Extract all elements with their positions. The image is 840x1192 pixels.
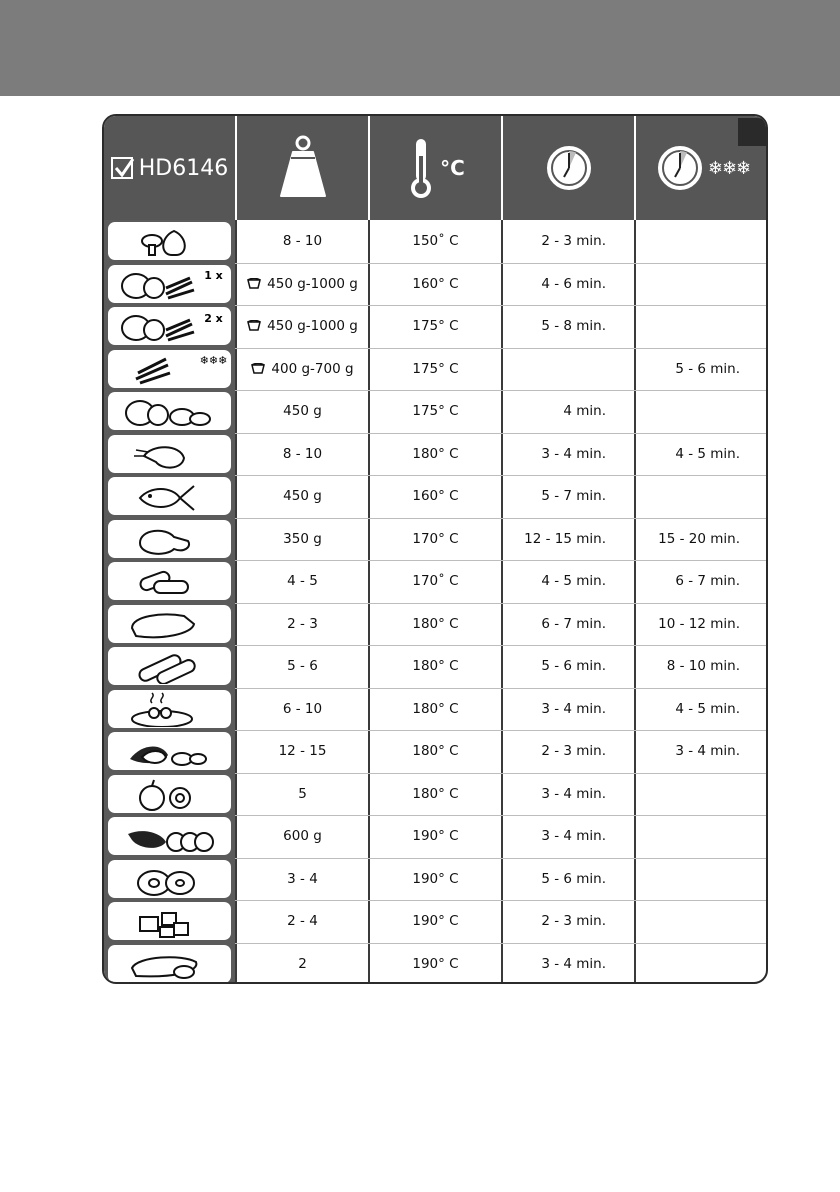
time-cell (503, 305, 634, 347)
time-cell-text: 3 - 4 min. (541, 955, 606, 972)
table-row (104, 348, 768, 390)
time-cell-text: 5 - 7 min. (541, 488, 606, 504)
mushroom-onion-icon (122, 223, 218, 259)
temperature-cell (370, 730, 501, 772)
quantity-cell (237, 815, 368, 857)
frozen-time-cell (636, 688, 768, 730)
quantity-cell (237, 560, 368, 602)
time-cell (503, 773, 634, 815)
quantity-cell-text: 4 - 5 (287, 573, 318, 589)
time-cell (503, 730, 634, 772)
temperature-cell-text: 175° C (412, 318, 459, 334)
weight-header (237, 116, 368, 220)
table-row (104, 688, 768, 730)
temperature-cell-text: 180° C (412, 615, 459, 632)
table-row (104, 475, 768, 517)
quantity-cell-text: 450 g (283, 403, 322, 419)
spring-roll-icon (122, 648, 218, 684)
temperature-cell (370, 475, 501, 517)
time-cell (503, 390, 634, 432)
time-cell-text: 2 - 3 min. (541, 743, 606, 759)
quantity-cell (237, 603, 368, 645)
frozen-time-cell-text: 4 - 5 min. (675, 445, 740, 462)
temperature-cell-text: 180° C (412, 445, 459, 462)
clock-icon (656, 144, 704, 192)
temperature-cell (370, 433, 501, 475)
quantity-cell (237, 263, 368, 305)
time-cell-text: 4 - 6 min. (541, 275, 606, 292)
time-cell-text: 3 - 4 min. (541, 785, 606, 802)
food-cell (108, 265, 231, 303)
eggplant-slices-icon (122, 818, 218, 854)
food-cell (108, 902, 231, 940)
time-cell-text: 5 - 6 min. (541, 658, 606, 674)
time-cell-text: 5 - 8 min. (541, 318, 606, 334)
temperature-cell (370, 603, 501, 645)
apple-rings-icon (122, 776, 218, 812)
table-row (104, 900, 768, 942)
temperature-header (370, 116, 501, 220)
quantity-cell-text: 450 g-1000 g (267, 275, 358, 292)
table-row (104, 390, 768, 432)
corner-badge (738, 118, 768, 146)
time-cell-text: 5 - 6 min. (541, 870, 606, 887)
temperature-cell (370, 645, 501, 687)
frozen-time-cell-text: 15 - 20 min. (658, 530, 740, 547)
frozen-time-cell (636, 390, 768, 432)
temp-unit: °C (440, 156, 465, 180)
snowflake-icon: ❄❄❄ (707, 157, 751, 179)
time-cell (503, 688, 634, 730)
time-cell-text: 3 - 4 min. (541, 828, 606, 844)
table-row (104, 433, 768, 475)
temperature-cell-text: 170° C (412, 530, 459, 547)
quantity-cell (237, 943, 368, 985)
basket-icon (247, 278, 261, 290)
quantity-cell-text: 8 - 10 (282, 233, 323, 249)
time-cell-text: 2 - 3 min. (541, 233, 606, 249)
frozen-time-cell-text: 8 - 10 min. (666, 658, 740, 674)
temperature-cell-text: 160° C (412, 488, 459, 504)
quantity-cell (237, 390, 368, 432)
clock-icon (545, 144, 593, 192)
frozen-time-cell (636, 560, 768, 602)
frozen-time-cell-text: 4 - 5 min. (675, 700, 740, 717)
frozen-time-cell (636, 730, 768, 772)
frozen-time-cell-text: 3 - 4 min. (675, 743, 740, 759)
temperature-cell (370, 348, 501, 390)
checkbox-icon (111, 157, 133, 179)
quantity-cell-text: 2 - 4 (287, 913, 318, 929)
food-cell (108, 647, 231, 685)
model-header (104, 116, 235, 220)
icon-label: 2 x (204, 311, 223, 325)
time-cell-text: 3 - 4 min. (541, 700, 606, 717)
time-cell (503, 858, 634, 900)
food-cell (108, 392, 231, 430)
frozen-time-cell (636, 943, 768, 985)
quantity-cell (237, 773, 368, 815)
food-cell (108, 732, 231, 770)
table-header (104, 116, 768, 220)
food-cell (108, 350, 231, 388)
basket-icon (251, 363, 265, 375)
frozen-time-cell (636, 263, 768, 305)
temperature-cell-text: 190° C (412, 955, 459, 972)
temperature-cell-text: 190° C (412, 870, 459, 887)
temperature-cell-text: 160° C (412, 275, 459, 292)
quantity-cell (237, 730, 368, 772)
breaded-fillet-icon (122, 946, 218, 982)
temperature-cell-text: 170˚ C (412, 573, 459, 589)
quantity-cell-text: 12 - 15 (278, 743, 327, 759)
food-cell (108, 307, 231, 345)
temperature-cell (370, 390, 501, 432)
time-cell (503, 900, 634, 942)
quantity-cell-text: 350 g (283, 530, 322, 547)
time-cell (503, 603, 634, 645)
frozen-time-cell (636, 773, 768, 815)
temperature-cell (370, 263, 501, 305)
potato-fries-1x-icon (116, 266, 212, 302)
temperature-cell (370, 560, 501, 602)
quantity-cell (237, 220, 368, 262)
frozen-time-cell (636, 305, 768, 347)
snack-plate-icon (122, 691, 218, 727)
time-cell (503, 560, 634, 602)
frozen-time-cell (636, 518, 768, 560)
time-cell (503, 475, 634, 517)
temperature-cell-text: 180° C (412, 658, 459, 674)
quantity-cell (237, 433, 368, 475)
weight-icon (273, 134, 333, 202)
model-label: HD6146 (138, 155, 229, 181)
fish-icon (122, 478, 218, 514)
quantity-cell-text: 5 - 6 (287, 658, 318, 674)
cordon-bleu-icon (122, 606, 218, 642)
table-row (104, 263, 768, 305)
icon-label: ❄❄❄ (199, 354, 228, 367)
frozen-time-cell (636, 858, 768, 900)
table-row (104, 603, 768, 645)
shrimp-icon (122, 436, 218, 472)
potato-fries-2x-icon (116, 308, 212, 344)
quantity-cell-text: 2 (298, 955, 307, 972)
frozen-time-cell-text: 10 - 12 min. (658, 615, 740, 632)
table-row (104, 560, 768, 602)
table-row (104, 815, 768, 857)
temperature-cell-text: 190° C (412, 828, 459, 844)
mussels-icon (122, 733, 218, 769)
table-row (104, 518, 768, 560)
frozen-time-cell (636, 475, 768, 517)
frozen-time-cell (636, 603, 768, 645)
temperature-cell-text: 180° C (412, 785, 459, 802)
temperature-cell (370, 518, 501, 560)
cheese-cubes-icon (122, 903, 218, 939)
food-cell (108, 690, 231, 728)
croquettes-icon (122, 563, 218, 599)
time-cell (503, 943, 634, 985)
time-cell-text: 4 - 5 min. (541, 573, 606, 589)
quantity-cell-text: 400 g-700 g (271, 360, 354, 377)
temperature-cell-text: 180° C (412, 700, 459, 717)
table-row (104, 858, 768, 900)
time-cell-text: 3 - 4 min. (541, 445, 606, 462)
frozen-time-cell (636, 815, 768, 857)
basket-icon (247, 320, 261, 332)
time-cell (503, 348, 634, 390)
time-cell-text: 4 min. (563, 403, 606, 419)
quantity-cell-text: 3 - 4 (287, 870, 318, 887)
temperature-cell (370, 858, 501, 900)
table-row (104, 305, 768, 347)
frozen-time-cell-text: 5 - 6 min. (675, 360, 740, 377)
food-cell (108, 520, 231, 558)
chicken-leg-icon (122, 521, 218, 557)
quantity-cell (237, 858, 368, 900)
frozen-time-cell (636, 220, 768, 262)
temperature-cell (370, 943, 501, 985)
time-cell-text: 2 - 3 min. (541, 913, 606, 929)
quantity-cell-text: 450 g-1000 g (267, 318, 358, 334)
temperature-cell (370, 305, 501, 347)
food-cell (108, 562, 231, 600)
quantity-cell (237, 900, 368, 942)
time-cell-text: 6 - 7 min. (541, 615, 606, 632)
time-cell (503, 220, 634, 262)
food-cell (108, 435, 231, 473)
food-cell (108, 222, 231, 260)
frozen-time-cell (636, 348, 768, 390)
table-row (104, 943, 768, 985)
frozen-fries-icon (112, 351, 208, 387)
frozen-time-cell-text: 6 - 7 min. (675, 573, 740, 589)
quantity-cell-text: 5 (298, 785, 307, 802)
food-cell (108, 817, 231, 855)
temperature-cell-text: 175° C (412, 360, 459, 377)
quantity-cell-text: 6 - 10 (282, 700, 323, 717)
quantity-cell-text: 2 - 3 (287, 615, 318, 632)
temperature-cell (370, 900, 501, 942)
quantity-cell-text: 450 g (283, 488, 322, 504)
food-cell (108, 775, 231, 813)
frozen-time-cell (636, 433, 768, 475)
time-cell (503, 433, 634, 475)
quantity-cell (237, 518, 368, 560)
table-row (104, 730, 768, 772)
temperature-cell (370, 220, 501, 262)
table-row (104, 645, 768, 687)
food-cell (108, 477, 231, 515)
temperature-cell (370, 688, 501, 730)
temperature-cell (370, 773, 501, 815)
frozen-time-cell (636, 900, 768, 942)
doughnuts-icon (122, 861, 218, 897)
temperature-cell-text: 175° C (412, 403, 459, 419)
quantity-cell-text: 600 g (283, 828, 322, 844)
time-header (503, 116, 634, 220)
frozen-time-cell (636, 645, 768, 687)
time-cell (503, 263, 634, 305)
food-cell (108, 860, 231, 898)
table-row (104, 773, 768, 815)
temperature-cell (370, 815, 501, 857)
quantity-cell (237, 348, 368, 390)
thermometer-icon (406, 136, 436, 200)
food-cell (108, 945, 231, 983)
time-cell (503, 815, 634, 857)
food-cell (108, 605, 231, 643)
quantity-cell (237, 645, 368, 687)
potato-slices-icon (122, 393, 218, 429)
time-cell (503, 645, 634, 687)
top-banner (0, 0, 840, 96)
icon-label: 1 x (204, 269, 223, 282)
quantity-cell (237, 688, 368, 730)
time-cell-text: 12 - 15 min. (524, 530, 606, 547)
table-row (104, 220, 768, 262)
quantity-cell (237, 305, 368, 347)
quantity-cell-text: 8 - 10 (282, 445, 323, 462)
temperature-cell-text: 180° C (412, 743, 459, 759)
frying-chart (102, 114, 768, 984)
time-cell (503, 518, 634, 560)
quantity-cell (237, 475, 368, 517)
temperature-cell-text: 190° C (412, 913, 459, 929)
temperature-cell-text: 150˚ C (412, 233, 459, 249)
